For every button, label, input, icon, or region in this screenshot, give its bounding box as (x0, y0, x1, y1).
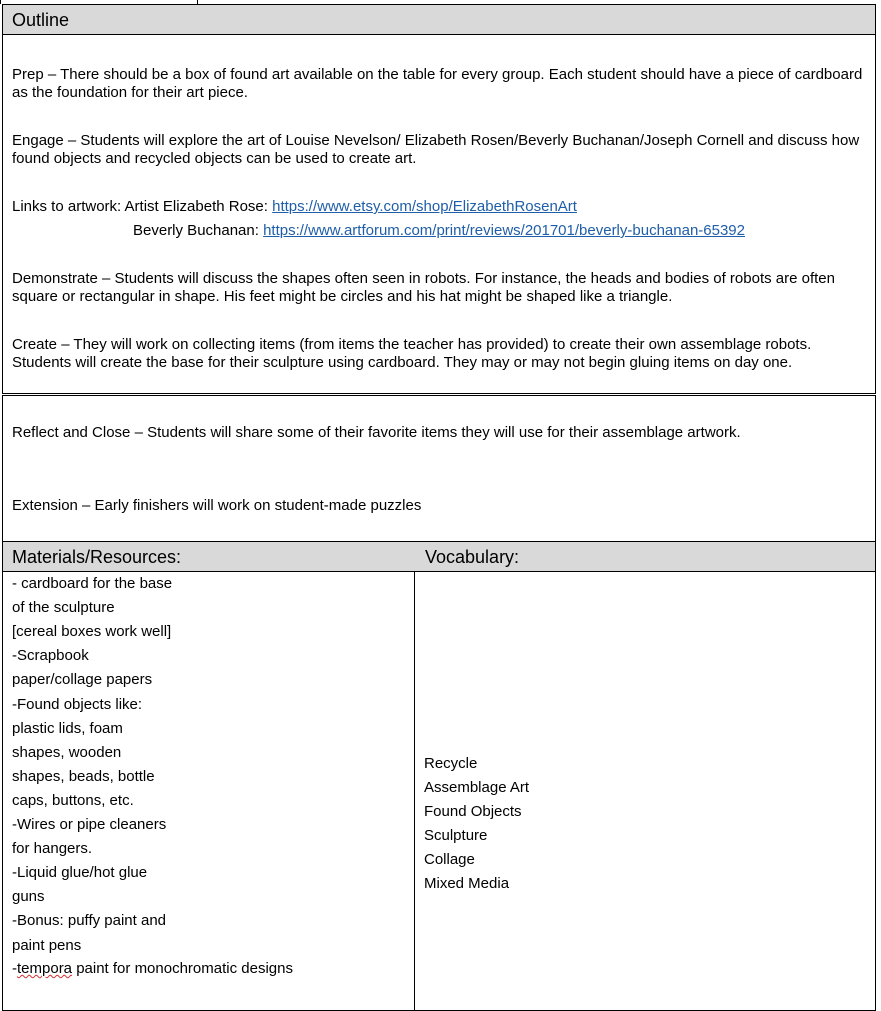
vocabulary-term: Collage (424, 851, 475, 868)
materials-line: -Bonus: puffy paint and (12, 912, 166, 930)
vocabulary-term: Mixed Media (424, 875, 510, 892)
vocabulary-heading: Vocabulary: (425, 547, 520, 567)
materials-line: -Wires or pipe cleaners (12, 816, 167, 833)
materials-line: - cardboard for the base (12, 575, 173, 592)
reflect-section (2, 395, 876, 542)
materials-line: of the sculpture (12, 599, 115, 617)
materials-line: -Liquid glue/hot glue (12, 864, 148, 882)
artwork-links-line (12, 198, 577, 216)
materials-heading: Materials/Resources: (12, 547, 182, 567)
misspelled-word: tempora (17, 960, 73, 977)
materials-line: for hangers. (12, 840, 93, 858)
materials-line: plastic lids, foam (12, 719, 123, 737)
materials-vocabulary-section (2, 541, 876, 1011)
links-label: Links to artwork: Artist Elizabeth Rose: (12, 198, 273, 215)
vocabulary-term: Sculpture (424, 827, 488, 844)
outline-section (2, 4, 876, 394)
outline-heading: Outline (3, 5, 875, 35)
materials-line: guns (12, 888, 45, 906)
materials-last-line (12, 960, 293, 977)
materials-line: -Scrapbook (12, 647, 89, 665)
materials-line: paper/collage papers (12, 671, 153, 689)
demonstrate-paragraph: Demonstrate – Students will discuss the shapes often seen in robots. For instance, the heads and bodies of robots are often square or rectangular in shape. His feet might be circles and his hat might be shaped like a triangle. (12, 270, 835, 305)
rosen-link[interactable]: https://www.etsy.com/shop/ElizabethRosenArt (272, 198, 577, 215)
vocabulary-term: Found Objects (424, 803, 522, 820)
create-paragraph: Create – They will work on collecting items (from items the teacher has provided) to create their own assemblage robots. Students will create the base for their sculpture using cardboard. They may or may not begin gluing items on day one. (12, 336, 812, 371)
materials-line: -Found objects like: (12, 695, 143, 713)
vocabulary-term: Assemblage Art (424, 779, 530, 796)
materials-line: [cereal boxes work well] (12, 623, 172, 641)
materials-line: paint pens (12, 936, 82, 954)
engage-paragraph: Engage – Students will explore the art of Louise Nevelson/ Elizabeth Rosen/Beverly Buchanan/Joseph Cornell and discuss how found objects and recycled objects can be used to create art. (12, 132, 860, 167)
buchanan-label: Beverly Buchanan: (133, 222, 264, 239)
materials-line: shapes, wooden (12, 743, 122, 761)
extension-paragraph: Extension – Early finishers will work on student-made puzzles (12, 497, 422, 514)
buchanan-link[interactable]: https://www.artforum.com/print/reviews/201701/beverly-buchanan-65392 (263, 222, 745, 239)
last-prefix: - (12, 960, 17, 977)
materials-vocab-header-row (3, 542, 875, 572)
last-suffix: paint for monochromatic designs (72, 960, 293, 977)
vocabulary-term: Recycle (424, 755, 478, 772)
reflect-close-paragraph: Reflect and Close – Students will share some of their favorite items they will use for their assemblage artwork. (12, 424, 741, 441)
materials-line: caps, buttons, etc. (12, 791, 134, 809)
materials-line: shapes, beads, bottle (12, 767, 155, 785)
buchanan-link-line (133, 222, 745, 240)
prep-paragraph: Prep – There should be a box of found art available on the table for every group. Each student should have a piece of cardboard as the foundation for their art piece. (12, 66, 863, 101)
column-divider (414, 572, 415, 1010)
